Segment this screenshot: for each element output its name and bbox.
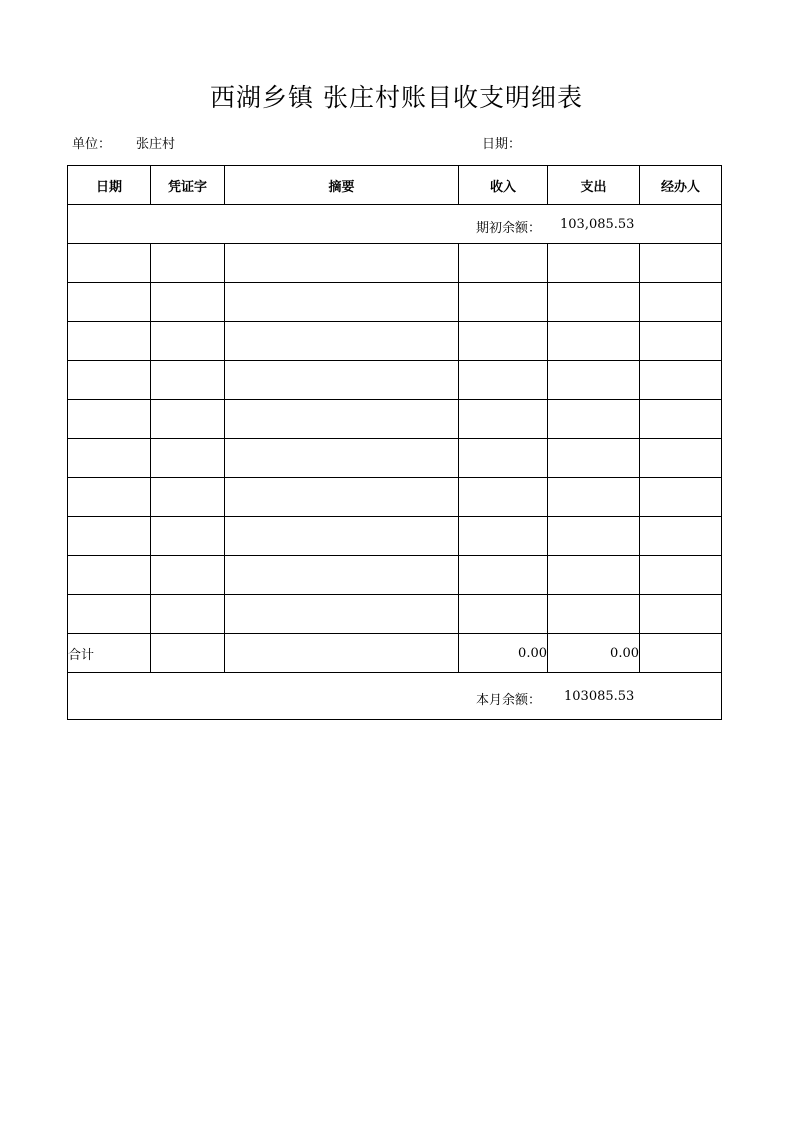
cell-voucher[interactable]	[151, 439, 225, 478]
cell-summary[interactable]	[225, 478, 459, 517]
unit-value: 张庄村	[136, 137, 176, 152]
cell-handler[interactable]	[640, 361, 722, 400]
total-handler-cell	[640, 634, 722, 673]
cell-voucher[interactable]	[151, 556, 225, 595]
cell-handler[interactable]	[640, 322, 722, 361]
cell-date[interactable]	[68, 556, 151, 595]
cell-income[interactable]	[459, 400, 548, 439]
cell-summary[interactable]	[225, 400, 459, 439]
cell-income[interactable]	[459, 283, 548, 322]
cell-handler[interactable]	[640, 244, 722, 283]
cell-income[interactable]	[459, 595, 548, 634]
total-label: 合计	[68, 634, 151, 673]
total-summary-cell	[225, 634, 459, 673]
cell-expense[interactable]	[548, 283, 640, 322]
table-row	[68, 244, 722, 283]
total-voucher-cell	[151, 634, 225, 673]
total-row	[68, 634, 722, 673]
cell-voucher[interactable]	[151, 517, 225, 556]
header-expense: 支出	[548, 166, 640, 205]
header-date: 日期	[68, 166, 151, 205]
cell-summary[interactable]	[225, 244, 459, 283]
cell-expense[interactable]	[548, 400, 640, 439]
table-row	[68, 322, 722, 361]
closing-balance-row	[68, 673, 722, 720]
table-row	[68, 517, 722, 556]
cell-summary[interactable]	[225, 283, 459, 322]
cell-income[interactable]	[459, 361, 548, 400]
cell-income[interactable]	[459, 478, 548, 517]
cell-date[interactable]	[68, 283, 151, 322]
cell-date[interactable]	[68, 400, 151, 439]
cell-date[interactable]	[68, 517, 151, 556]
cell-voucher[interactable]	[151, 478, 225, 517]
table-row	[68, 595, 722, 634]
unit-label: 单位：	[72, 137, 112, 152]
cell-handler[interactable]	[640, 478, 722, 517]
cell-expense[interactable]	[548, 361, 640, 400]
total-income: 0.00	[459, 634, 548, 673]
cell-handler[interactable]	[640, 283, 722, 322]
table-row	[68, 439, 722, 478]
cell-income[interactable]	[459, 439, 548, 478]
header-row	[68, 166, 722, 205]
header-handler: 经办人	[640, 166, 722, 205]
cell-summary[interactable]	[225, 322, 459, 361]
table-row	[68, 400, 722, 439]
cell-voucher[interactable]	[151, 595, 225, 634]
cell-summary[interactable]	[225, 556, 459, 595]
cell-date[interactable]	[68, 322, 151, 361]
cell-date[interactable]	[68, 595, 151, 634]
cell-handler[interactable]	[640, 595, 722, 634]
cell-income[interactable]	[459, 556, 548, 595]
cell-voucher[interactable]	[151, 361, 225, 400]
header-income: 收入	[459, 166, 548, 205]
cell-date[interactable]	[68, 439, 151, 478]
cell-handler[interactable]	[640, 517, 722, 556]
cell-expense[interactable]	[548, 556, 640, 595]
cell-voucher[interactable]	[151, 322, 225, 361]
cell-date[interactable]	[68, 478, 151, 517]
cell-voucher[interactable]	[151, 244, 225, 283]
cell-expense[interactable]	[548, 244, 640, 283]
table-row	[68, 361, 722, 400]
cell-expense[interactable]	[548, 478, 640, 517]
cell-summary[interactable]	[225, 361, 459, 400]
total-expense: 0.00	[548, 634, 640, 673]
closing-balance-label: 本月余额：	[476, 693, 542, 708]
header-voucher: 凭证字	[151, 166, 225, 205]
cell-date[interactable]	[68, 361, 151, 400]
opening-balance-value: 103,085.53	[560, 217, 635, 232]
cell-expense[interactable]	[548, 322, 640, 361]
ledger-table	[67, 165, 722, 720]
table-row	[68, 283, 722, 322]
closing-balance-value: 103085.53	[564, 689, 635, 704]
cell-expense[interactable]	[548, 595, 640, 634]
cell-handler[interactable]	[640, 400, 722, 439]
table-row	[68, 556, 722, 595]
date-label: 日期：	[482, 137, 522, 152]
cell-handler[interactable]	[640, 439, 722, 478]
document-title: 西湖乡镇 张庄村账目收支明细表	[210, 83, 583, 112]
cell-voucher[interactable]	[151, 400, 225, 439]
opening-balance-row	[68, 205, 722, 244]
cell-date[interactable]	[68, 244, 151, 283]
opening-balance-label: 期初余额：	[476, 221, 542, 236]
cell-income[interactable]	[459, 244, 548, 283]
cell-summary[interactable]	[225, 595, 459, 634]
cell-income[interactable]	[459, 517, 548, 556]
cell-income[interactable]	[459, 322, 548, 361]
header-summary: 摘要	[225, 166, 459, 205]
cell-summary[interactable]	[225, 517, 459, 556]
cell-expense[interactable]	[548, 439, 640, 478]
cell-voucher[interactable]	[151, 283, 225, 322]
table-row	[68, 478, 722, 517]
cell-summary[interactable]	[225, 439, 459, 478]
cell-expense[interactable]	[548, 517, 640, 556]
cell-handler[interactable]	[640, 556, 722, 595]
